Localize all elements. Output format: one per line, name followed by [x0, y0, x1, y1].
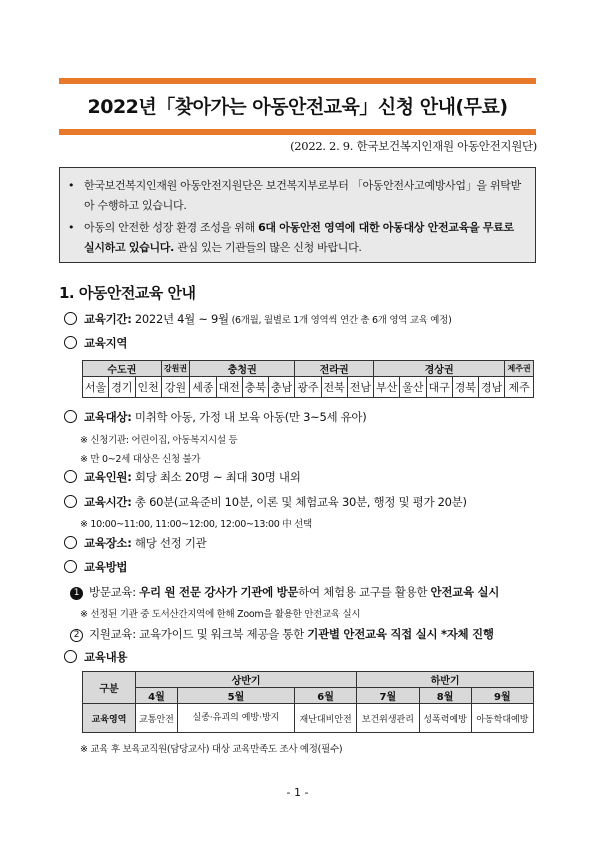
- circle-bullet-icon: [64, 560, 77, 573]
- period-line: [64, 311, 451, 327]
- region-cell: 세종: [190, 377, 216, 398]
- table-cell: 보건위생관리: [357, 704, 419, 733]
- circle-bullet-icon: [64, 336, 77, 349]
- region-cell: 경기: [109, 377, 135, 398]
- section-title: 1. 아동안전교육 안내: [59, 284, 196, 302]
- period-label: 교육기간:: [84, 312, 132, 326]
- target-note: ※ 만 0~2세 대상은 신청 불가: [80, 454, 201, 465]
- table-header: 구분: [83, 672, 136, 704]
- table-header: 8월: [419, 688, 471, 704]
- region-group: 경상권: [374, 361, 505, 377]
- place-value: 해당 선정 기관: [131, 536, 207, 550]
- circle-bullet-icon: [64, 536, 77, 549]
- notice-box: [59, 167, 536, 263]
- circle-bullet-icon: [64, 650, 77, 663]
- title-top-bar: [59, 78, 536, 84]
- region-table: [82, 360, 534, 398]
- time-label: 교육시간:: [84, 495, 132, 509]
- region-cell: 대전: [216, 377, 242, 398]
- table-header: 하반기: [357, 672, 534, 688]
- circle-bullet-icon: [64, 495, 77, 508]
- people-value: 회당 최소 20명 ~ 최대 30명 내외: [131, 470, 301, 484]
- region-cell: 부산: [374, 377, 400, 398]
- page-number: - 1 -: [286, 786, 309, 799]
- method-item-2: [70, 626, 494, 642]
- method-text: 지원교육: 교육가이드 및 워크북 제공을 통한: [89, 627, 308, 641]
- region-group: 전라권: [295, 361, 374, 377]
- table-header: 7월: [357, 688, 419, 704]
- content-label: 교육내용: [84, 650, 128, 664]
- region-cell: 충남: [269, 377, 295, 398]
- bullet-icon: •: [68, 221, 75, 234]
- region-group: 강원권: [161, 361, 190, 377]
- issuer-dateline: (2022. 2. 9. 한국보건복지인재원 아동안전지원단): [290, 139, 537, 153]
- number-one-icon: 1: [70, 587, 83, 600]
- region-cell: 광주: [295, 377, 321, 398]
- method-note: ※ 선정된 기관 중 도서산간지역에 한해 Zoom을 활용한 안전교육 실시: [80, 609, 361, 620]
- footer-note: ※ 교육 후 보육교직원(담당교사) 대상 교육만족도 조사 예정(필수): [80, 744, 343, 755]
- content-line: [64, 649, 127, 665]
- method-item-1: [70, 584, 499, 600]
- circle-bullet-icon: [64, 410, 77, 423]
- number-two-icon: 2: [70, 629, 83, 642]
- method-emphasis: 기관별 안전교육 직접 실시 *자체 진행: [307, 627, 494, 641]
- target-note: ※ 신청기관: 어린이집, 아동복지시설 등: [80, 435, 238, 446]
- table-header: 5월: [177, 688, 294, 704]
- table-cell: 실종·유괴의 예방·방지: [177, 704, 294, 733]
- time-value: 총 60분(교육준비 10분, 이론 및 체험교육 30분, 행정 및 평가 20분): [131, 495, 467, 509]
- region-cell: 강원: [161, 377, 190, 398]
- circle-bullet-icon: [64, 470, 77, 483]
- table-header: 6월: [294, 688, 356, 704]
- notice-emphasis: 6대 아동안전 영역에 대한 아동대상 안전교육을 무료로 실시하고 있습니다.: [84, 221, 514, 254]
- region-cell: 울산: [400, 377, 426, 398]
- region-cell: 전남: [347, 377, 373, 398]
- table-row-label: 교육영역: [83, 704, 136, 733]
- region-group: 수도권: [83, 361, 162, 377]
- method-text: 방문교육:: [89, 585, 140, 599]
- region-cell: 인천: [135, 377, 161, 398]
- method-emphasis: 안전교육 실시: [430, 585, 500, 599]
- region-group: 충청권: [190, 361, 295, 377]
- region-cell: 충북: [242, 377, 268, 398]
- notice-item: [66, 176, 525, 216]
- method-line: [64, 559, 127, 575]
- table-cell: 성폭력예방: [419, 704, 471, 733]
- table-header: 4월: [136, 688, 178, 704]
- method-text: 하여 체험용 교구를 활용한: [298, 585, 431, 599]
- method-emphasis: 우리 원 전문 강사가 기관에 방문: [139, 585, 299, 599]
- target-line: [64, 409, 366, 425]
- table-cell: 재난대비안전: [294, 704, 356, 733]
- time-note: ※ 10:00~11:00, 11:00~12:00, 12:00~13:00 中 선택: [80, 519, 312, 530]
- notice-text: 관심 있는 기관들의 많은 신청 바랍니다.: [174, 241, 362, 254]
- table-cell: 아동학대예방: [471, 704, 533, 733]
- region-cell: 대구: [426, 377, 452, 398]
- notice-text: 한국보건복지인재원 아동안전지원단은 보건복지부로부터 「아동안전사고예방사업」을 위탁받아 수행하고 있습니다.: [84, 179, 521, 212]
- table-header: 9월: [471, 688, 533, 704]
- table-cell: 교통안전: [136, 704, 178, 733]
- region-cell: 서울: [83, 377, 109, 398]
- title-bottom-bar: [59, 129, 536, 135]
- method-label: 교육방법: [84, 560, 128, 574]
- region-cell: 경북: [452, 377, 478, 398]
- place-line: [64, 535, 206, 551]
- table-header: 상반기: [136, 672, 357, 688]
- region-cell: 전북: [321, 377, 347, 398]
- region-cell: 제주: [505, 377, 534, 398]
- page-title: 2022년「찾아가는 아동안전교육」신청 안내(무료): [87, 96, 508, 118]
- target-value: 미취학 아동, 가정 내 보육 아동(만 3~5세 유아): [131, 410, 367, 424]
- period-note: (6개월, 월별로 1개 영역씩 연간 총 6개 영역 교육 예정): [228, 315, 452, 326]
- people-label: 교육인원:: [84, 470, 132, 484]
- circle-bullet-icon: [64, 312, 77, 325]
- place-label: 교육장소:: [84, 536, 132, 550]
- notice-item: [66, 218, 525, 258]
- region-group: 제주권: [505, 361, 534, 377]
- region-cell: 경남: [479, 377, 505, 398]
- region-label: 교육지역: [84, 336, 128, 350]
- notice-text: 아동의 안전한 성장 환경 조성을 위해: [84, 221, 259, 234]
- content-table: [82, 671, 534, 733]
- target-label: 교육대상:: [84, 410, 132, 424]
- period-value: 2022년 4월 ~ 9월: [131, 312, 229, 326]
- time-line: [64, 494, 467, 510]
- people-line: [64, 469, 301, 485]
- region-line: [64, 335, 127, 351]
- bullet-icon: •: [68, 179, 75, 192]
